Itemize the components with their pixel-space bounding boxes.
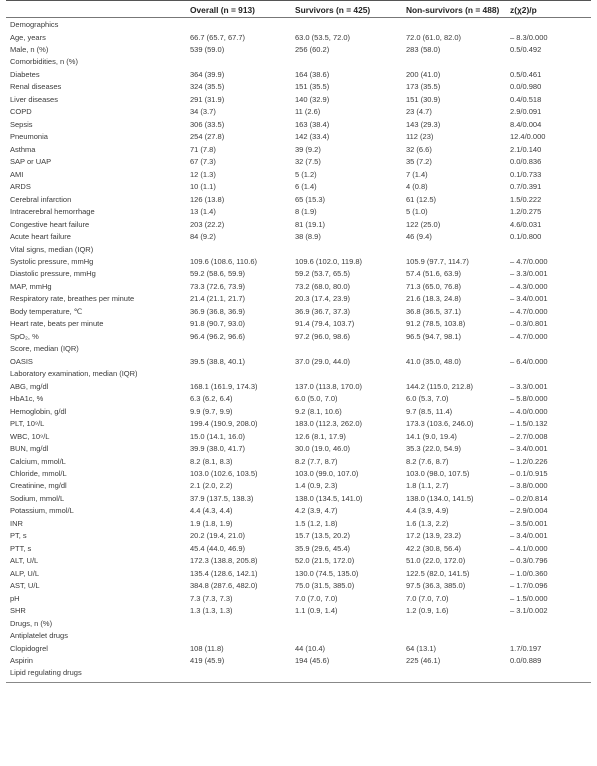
row-label: Intracerebral hemorrhage [10,207,95,217]
row-label: AMI [10,169,24,179]
overall-cell: 66.7 (65.7, 67.7) [190,32,246,42]
survivors-cell: 140 (32.9) [295,94,330,104]
overall-cell: 199.4 (190.9, 208.0) [190,419,258,428]
non-survivors-cell: 21.6 (18.3, 24.8) [406,294,462,304]
statistic-cell: 0.0/0.836 [510,157,542,167]
row-label: Asthma [10,144,36,154]
overall-cell: 7.3 (7.3, 7.3) [190,593,233,603]
table-top-rule [6,0,591,1]
table-row [0,144,597,156]
non-survivors-cell: 35 (7.2) [406,157,432,167]
table-row [0,356,597,368]
section-header-row [0,630,597,642]
non-survivors-cell: 7 (1.4) [406,169,428,179]
survivors-cell: 12.6 (8.1, 17.9) [295,431,346,441]
non-survivors-cell: 71.3 (65.0, 76.8) [406,281,462,291]
table-row [0,32,597,44]
non-survivors-cell: 112 (23) [406,132,434,142]
row-label: Respiratory rate, breathes per minute [10,294,135,304]
statistic-cell: 0.0/0.980 [510,82,542,92]
statistic-cell: – 4.7/0.000 [510,306,548,316]
statistic-cell: – 3.3/0.001 [510,381,548,391]
survivors-cell: 1.1 (0.9, 1.4) [295,606,338,616]
row-label: ABG, mg/dl [10,381,49,391]
statistic-cell: 1.2/0.275 [510,207,542,217]
survivors-cell: 8 (1.9) [295,207,317,217]
non-survivors-cell: 96.5 (94.7, 98.1) [406,331,462,341]
row-label: ALP, U/L [10,568,40,578]
overall-cell: 168.1 (161.9, 174.3) [190,381,258,391]
row-label: OASIS [10,356,33,366]
table-row [0,94,597,106]
row-label: Cerebral infarction [10,194,72,204]
statistic-cell: – 0.1/0.915 [510,468,548,478]
overall-cell: 254 (27.8) [190,132,225,142]
overall-cell: 10 (1.1) [190,182,216,192]
survivors-cell: 5 (1.2) [295,169,317,179]
non-survivors-cell: 1.8 (1.1, 2.7) [406,481,449,491]
overall-cell: 96.4 (96.2, 96.6) [190,331,246,341]
statistic-cell: – 1.5/0.132 [510,419,548,428]
row-label: Lipid regulating drugs [10,668,82,678]
overall-cell: 45.4 (44.0, 46.9) [190,543,246,553]
overall-cell: 384.8 (287.6, 482.0) [190,581,258,591]
header-rule [6,17,591,18]
statistic-cell: – 2.7/0.008 [510,431,548,441]
statistic-cell: 0.7/0.391 [510,182,542,192]
non-survivors-cell: 173.3 (103.6, 246.0) [406,419,474,428]
overall-cell: 37.9 (137.5, 138.3) [190,493,254,503]
non-survivors-cell: 138.0 (134.0, 141.5) [406,493,474,503]
non-survivors-cell: 200 (41.0) [406,69,441,79]
overall-cell: 306 (33.5) [190,119,225,129]
row-label: Diastolic pressure, mmHg [10,269,96,279]
overall-cell: 73.3 (72.6, 73.9) [190,281,246,291]
table-row [0,268,597,280]
table-row [0,81,597,93]
survivors-cell: 59.2 (53.7, 65.5) [295,269,351,279]
overall-cell: 539 (59.0) [190,44,225,54]
overall-cell: 103.0 (102.6, 103.5) [190,468,258,478]
table-row [0,505,597,517]
non-survivors-cell: 173 (35.5) [406,82,441,92]
table-row [0,131,597,143]
row-label: ARDS [10,182,31,192]
statistic-cell: 0.5/0.492 [510,44,542,54]
section-header-row [0,56,597,68]
row-label: Liver diseases [10,94,58,104]
section-header-row [0,244,597,256]
statistic-cell: – 1.2/0.226 [510,456,548,466]
survivors-cell: 91.4 (79.4, 103.7) [295,319,355,329]
survivors-cell: 97.2 (96.0, 98.6) [295,331,351,341]
overall-cell: 91.8 (90.7, 93.0) [190,319,246,329]
table-row [0,568,597,580]
row-label: Diabetes [10,69,40,79]
overall-cell: 324 (35.5) [190,82,225,92]
row-label: Laboratory examination, median (IQR) [10,369,138,379]
table-row [0,293,597,305]
table-row [0,530,597,542]
non-survivors-cell: 144.2 (115.0, 212.8) [406,381,473,391]
overall-cell: 71 (7.8) [190,144,216,154]
table-row [0,106,597,118]
row-label: Sepsis [10,119,33,129]
non-survivors-cell: 4.4 (3.9, 4.9) [406,506,449,516]
statistic-cell: – 6.4/0.000 [510,356,548,366]
row-label: Heart rate, beats per minute [10,319,104,329]
survivors-cell: 163 (38.4) [295,119,330,129]
survivors-cell: 75.0 (31.5, 385.0) [295,581,355,591]
non-survivors-cell: 42.2 (30.8, 56.4) [406,543,462,553]
statistic-cell: 1.5/0.222 [510,194,542,204]
row-label: Hemoglobin, g/dl [10,406,67,416]
overall-cell: 13 (1.4) [190,207,216,217]
statistic-cell: – 4.1/0.000 [510,543,548,553]
survivors-cell: 164 (38.6) [295,69,330,79]
row-label: pH [10,593,20,603]
row-label: WBC, 10⁹/L [10,431,50,441]
overall-cell: 419 (45.9) [190,656,225,665]
survivors-cell: 151 (35.5) [295,82,330,92]
non-survivors-cell: 57.4 (51.6, 63.9) [406,269,462,279]
overall-cell: 36.9 (36.8, 36.9) [190,306,246,316]
non-survivors-cell: 17.2 (13.9, 23.2) [406,531,462,541]
table-row [0,480,597,492]
overall-cell: 84 (9.2) [190,232,216,241]
section-header-row [0,343,597,355]
survivors-cell: 138.0 (134.5, 141.0) [295,493,363,503]
row-label: Age, years [10,32,46,42]
survivors-cell: 6 (1.4) [295,182,317,192]
statistic-cell: – 1.5/0.000 [510,593,548,603]
table-bottom-rule [6,682,591,683]
survivors-cell: 81 (19.1) [295,219,326,229]
survivors-cell: 109.6 (102.0, 119.8) [295,256,362,266]
statistic-cell: 4.6/0.031 [510,219,542,229]
table-row [0,381,597,393]
overall-cell: 135.4 (128.6, 142.1) [190,568,258,578]
non-survivors-cell: 143 (29.3) [406,119,441,129]
survivors-cell: 38 (8.9) [295,232,321,241]
row-label: Clopidogrel [10,643,48,653]
overall-cell: 364 (39.9) [190,69,225,79]
non-survivors-cell: 4 (0.8) [406,182,428,192]
row-label: Calcium, mmol/L [10,456,66,466]
non-survivors-cell: 122.5 (82.0, 141.5) [406,568,470,578]
survivors-cell: 30.0 (19.0, 46.0) [295,444,351,453]
overall-cell: 21.4 (21.1, 21.7) [190,294,246,304]
non-survivors-cell: 9.7 (8.5, 11.4) [406,406,453,416]
survivors-cell: 11 (2.6) [295,107,321,117]
non-survivors-cell: 6.0 (5.3, 7.0) [406,394,449,404]
survivors-cell: 194 (45.6) [295,656,330,665]
survivors-cell: 6.0 (5.0, 7.0) [295,394,338,404]
table-row [0,493,597,505]
row-label: Acute heart failure [10,232,71,241]
statistic-cell: – 8.3/0.000 [510,32,548,42]
overall-cell: 4.4 (4.3, 4.4) [190,506,233,516]
overall-cell: 39.9 (38.0, 41.7) [190,444,246,453]
non-survivors-cell: 97.5 (36.3, 385.0) [406,581,466,591]
table-row [0,181,597,193]
survivors-cell: 9.2 (8.1, 10.6) [295,406,342,416]
survivors-cell: 1.5 (1.2, 1.8) [295,518,338,528]
statistic-cell: 2.1/0.140 [510,144,542,154]
statistic-cell: – 3.4/0.001 [510,531,548,541]
statistic-cell: 8.4/0.004 [510,119,542,129]
survivors-cell: 256 (60.2) [295,44,330,54]
statistic-cell: – 2.9/0.004 [510,506,548,516]
non-survivors-cell: 35.3 (22.0, 54.9) [406,444,462,453]
non-survivors-cell: 103.0 (98.0, 107.5) [406,468,470,478]
statistic-cell: 12.4/0.000 [510,132,546,142]
survivors-cell: 1.4 (0.9, 2.3) [295,481,338,491]
table-row [0,331,597,343]
table-row [0,555,597,567]
row-label: Potassium, mmol/L [10,506,74,516]
table-row [0,580,597,592]
table-row [0,468,597,480]
row-label: Renal diseases [10,82,62,92]
non-survivors-cell: 91.2 (78.5, 103.8) [406,319,466,329]
overall-cell: 8.2 (8.1, 8.3) [190,456,233,466]
survivors-cell: 15.7 (13.5, 20.2) [295,531,351,541]
non-survivors-cell: 122 (25.0) [406,219,441,229]
overall-cell: 109.6 (108.6, 110.6) [190,256,257,266]
non-survivors-cell: 151 (30.9) [406,94,441,104]
survivors-cell: 20.3 (17.4, 23.9) [295,294,351,304]
non-survivors-cell: 64 (13.1) [406,643,437,653]
row-label: SHR [10,606,26,616]
table-row [0,231,597,243]
survivors-cell: 32 (7.5) [295,157,321,167]
overall-cell: 1.9 (1.8, 1.9) [190,518,233,528]
overall-cell: 172.3 (138.8, 205.8) [190,556,258,566]
statistic-cell: – 4.0/0.000 [510,406,548,416]
row-label: Score, median (IQR) [10,344,79,354]
overall-cell: 34 (3.7) [190,107,216,117]
table-row [0,44,597,56]
non-survivors-cell: 5 (1.0) [406,207,428,217]
statistic-cell: 1.7/0.197 [510,643,542,653]
overall-cell: 39.5 (38.8, 40.1) [190,356,246,366]
table-row [0,169,597,181]
header-non-survivors: Non-survivors (n = 488) [406,5,500,15]
statistic-cell: – 0.3/0.796 [510,556,548,566]
header-statistic: z(χ2)/p [510,5,537,15]
non-survivors-cell: 283 (58.0) [406,44,441,54]
row-label: PT, s [10,531,27,541]
table-row [0,119,597,131]
table-row [0,456,597,468]
overall-cell: 203 (22.2) [190,219,225,229]
non-survivors-cell: 41.0 (35.0, 48.0) [406,356,462,366]
table-row [0,306,597,318]
row-label: Drugs, n (%) [10,618,53,628]
survivors-cell: 35.9 (29.6, 45.4) [295,543,351,553]
row-label: Vital signs, median (IQR) [10,244,94,254]
survivors-cell: 4.2 (3.9, 4.7) [295,506,338,516]
row-label: Chloride, mmol/L [10,468,67,478]
statistic-cell: – 3.4/0.001 [510,444,548,453]
row-label: Antiplatelet drugs [10,631,68,640]
row-label: Sodium, mmol/L [10,493,65,503]
table-row [0,543,597,555]
overall-cell: 291 (31.9) [190,94,225,104]
overall-cell: 126 (13.8) [190,194,225,204]
row-label: Pneumonia [10,132,48,142]
section-header-row [0,667,597,679]
survivors-cell: 8.2 (7.7, 8.7) [295,456,338,466]
table-row [0,431,597,443]
non-survivors-cell: 7.0 (7.0, 7.0) [406,593,449,603]
survivors-cell: 52.0 (21.5, 172.0) [295,556,355,566]
statistic-cell: – 1.0/0.360 [510,568,548,578]
non-survivors-cell: 8.2 (7.6, 8.7) [406,456,449,466]
overall-cell: 1.3 (1.3, 1.3) [190,606,233,616]
header-survivors: Survivors (n = 425) [295,5,371,15]
row-label: SAP or UAP [10,157,52,167]
overall-cell: 6.3 (6.2, 6.4) [190,394,233,404]
table-row [0,418,597,430]
row-label: Body temperature, ℃ [10,306,83,316]
row-label: Congestive heart failure [10,219,90,229]
table-row [0,194,597,206]
survivors-cell: 130.0 (74.5, 135.0) [295,568,359,578]
row-label: Demographics [10,20,59,29]
overall-cell: 15.0 (14.1, 16.0) [190,431,246,441]
table-row [0,219,597,231]
survivors-cell: 37.0 (29.0, 44.0) [295,356,351,366]
non-survivors-cell: 105.9 (97.7, 114.7) [406,256,469,266]
non-survivors-cell: 46 (9.4) [406,232,432,241]
statistic-cell: – 0.3/0.801 [510,319,548,329]
table-row [0,156,597,168]
survivors-cell: 63.0 (53.5, 72.0) [295,32,351,42]
overall-cell: 20.2 (19.4, 21.0) [190,531,246,541]
table-row [0,443,597,455]
section-header-row [0,618,597,630]
row-label: Creatinine, mg/dl [10,481,67,491]
table-row [0,69,597,81]
row-label: MAP, mmHg [10,281,52,291]
table-row [0,655,597,667]
statistic-cell: – 3.3/0.001 [510,269,548,279]
table-row [0,393,597,405]
survivors-cell: 183.0 (112.3, 262.0) [295,419,362,428]
overall-cell: 67 (7.3) [190,157,216,167]
header-overall: Overall (n = 913) [190,5,255,15]
row-label: Systolic pressure, mmHg [10,256,94,266]
row-label: BUN, mg/dl [10,444,49,453]
table-row [0,281,597,293]
survivors-cell: 103.0 (99.0, 107.0) [295,468,359,478]
statistic-cell: 0.1/0.800 [510,232,542,241]
survivors-cell: 39 (9.2) [295,144,321,154]
statistic-cell: – 1.7/0.096 [510,581,548,591]
survivors-cell: 44 (10.4) [295,643,326,653]
statistic-cell: – 4.3/0.000 [510,281,548,291]
non-survivors-cell: 225 (46.1) [406,656,441,665]
statistic-cell: – 3.8/0.000 [510,481,548,491]
table-row [0,518,597,530]
survivors-cell: 137.0 (113.8, 170.0) [295,381,362,391]
table-row [0,406,597,418]
statistic-cell: 0.1/0.733 [510,169,542,179]
section-header-row [0,19,597,31]
non-survivors-cell: 36.8 (36.5, 37.1) [406,306,462,316]
non-survivors-cell: 1.2 (0.9, 1.6) [406,606,449,616]
statistic-cell: – 4.7/0.000 [510,331,548,341]
survivors-cell: 142 (33.4) [295,132,330,142]
statistic-cell: – 3.5/0.001 [510,518,548,528]
overall-cell: 108 (11.8) [190,643,224,653]
survivors-cell: 36.9 (36.7, 37.3) [295,306,351,316]
overall-cell: 59.2 (58.6, 59.9) [190,269,246,279]
non-survivors-cell: 32 (6.6) [406,144,432,154]
non-survivors-cell: 23 (4.7) [406,107,432,117]
statistic-cell: – 4.7/0.000 [510,256,548,266]
statistic-cell: 0.4/0.518 [510,94,542,104]
row-label: Comorbidities, n (%) [10,57,78,67]
non-survivors-cell: 51.0 (22.0, 172.0) [406,556,466,566]
row-label: SpO₂, % [10,331,39,341]
table-row [0,256,597,268]
survivors-cell: 73.2 (68.0, 80.0) [295,281,351,291]
table-row [0,605,597,617]
row-label: AST, U/L [10,581,40,591]
row-label: PTT, s [10,543,32,553]
table-row [0,643,597,655]
statistic-cell: 0.5/0.461 [510,69,542,79]
row-label: Male, n (%) [10,44,49,54]
statistic-cell: – 3.1/0.002 [510,606,548,616]
row-label: Aspirin [10,656,33,665]
statistic-cell: – 3.4/0.001 [510,294,548,304]
row-label: COPD [10,107,32,117]
table-row [0,206,597,218]
statistic-cell: – 0.2/0.814 [510,493,548,503]
table-row [0,593,597,605]
statistic-cell: 2.9/0.091 [510,107,542,117]
row-label: INR [10,518,23,528]
overall-cell: 9.9 (9.7, 9.9) [190,406,233,416]
non-survivors-cell: 1.6 (1.3, 2.2) [406,518,449,528]
statistic-cell: 0.0/0.889 [510,656,542,665]
statistic-cell: – 5.8/0.000 [510,394,548,404]
row-label: HbA1c, % [10,394,44,404]
overall-cell: 2.1 (2.0, 2.2) [190,481,233,491]
section-header-row [0,368,597,380]
non-survivors-cell: 72.0 (61.0, 82.0) [406,32,462,42]
non-survivors-cell: 14.1 (9.0, 19.4) [406,431,457,441]
row-label: ALT, U/L [10,556,39,566]
overall-cell: 12 (1.3) [190,169,216,179]
row-label: PLT, 10⁹/L [10,419,45,428]
survivors-cell: 7.0 (7.0, 7.0) [295,593,338,603]
non-survivors-cell: 61 (12.5) [406,194,437,204]
survivors-cell: 65 (15.3) [295,194,326,204]
table-row [0,318,597,330]
